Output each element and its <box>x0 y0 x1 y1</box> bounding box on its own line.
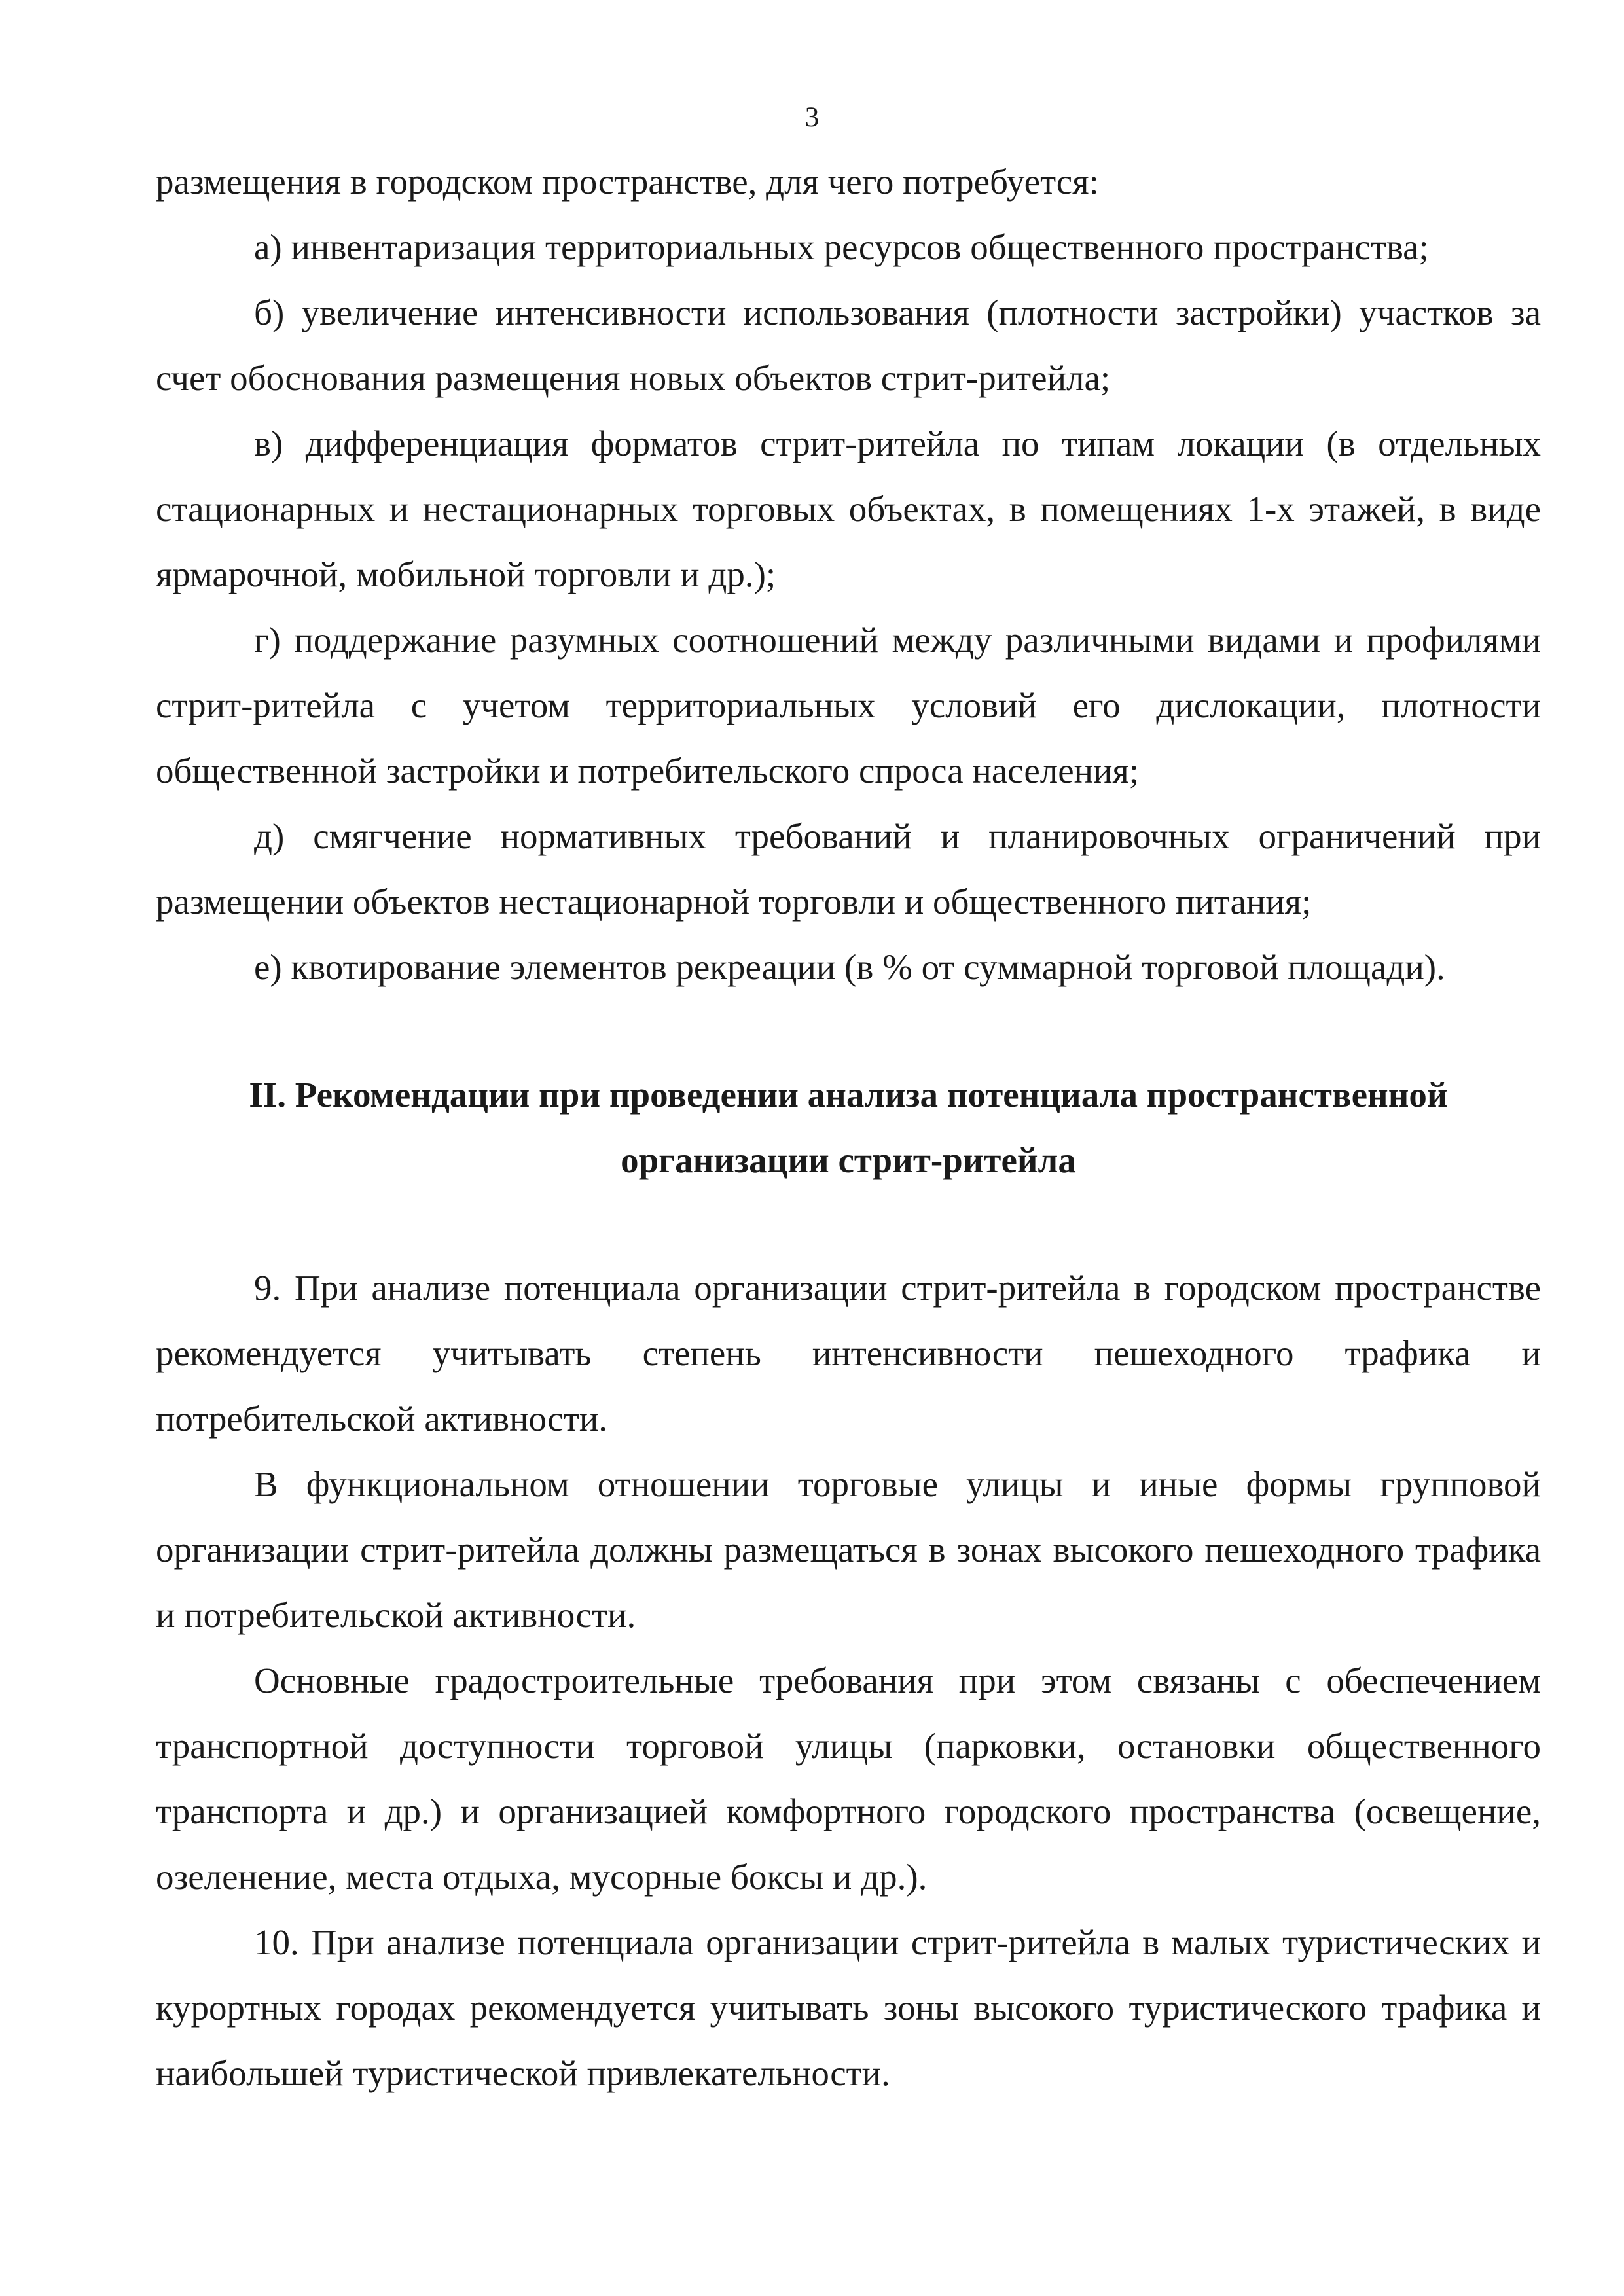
list-item-d: д) смягчение нормативных требований и планировочных ограничений при размещении объектов нестационарной торговли и общественного питания; <box>156 816 1541 922</box>
paragraph-continuation: размещения в городском пространстве, для чего потребуется: <box>156 162 1099 202</box>
paragraph-requirements: Основные градостроительные требования при этом связаны с обеспечением транспортной доступности торговой улицы (парковки, остановки общественного транспорта и др.) и организацией комфортного городского пространства (освещение, озеленение, места отдыха, мусорные боксы и др.). <box>156 1660 1541 1897</box>
list-item-e: е) квотирование элементов рекреации (в % от суммарной торговой площади). <box>254 947 1445 987</box>
paragraph-9: 9. При анализе потенциала организации стрит-ритейла в городском пространстве рекомендуется учитывать степень интенсивности пешеходного трафика и потребительской активности. <box>156 1268 1541 1439</box>
page-body <box>156 149 1541 2106</box>
paragraph-10: 10. При анализе потенциала организации стрит-ритейла в малых туристических и курортных городах рекомендуется учитывать зоны высокого туристического трафика и наибольшей туристической привлекательности. <box>156 1922 1541 2093</box>
list-item-b: б) увеличение интенсивности использования (плотности застройки) участков за счет обоснования размещения новых объектов стрит-ритейла; <box>156 293 1541 398</box>
page-number: 3 <box>804 102 820 133</box>
paragraph-functional: В функциональном отношении торговые улицы и иные формы групповой организации стрит-ритейла должны размещаться в зонах высокого пешеходного трафика и потребительской активности. <box>156 1464 1541 1635</box>
list-item-g: г) поддержание разумных соотношений между различными видами и профилями стрит-ритейла с учетом территориальных условий его дислокации, плотности общественной застройки и потребительского спроса населения; <box>156 620 1541 791</box>
section-heading-line-2: организации стрит-ритейла <box>621 1140 1076 1180</box>
section-heading-line-1: II. Рекомендации при проведении анализа потенциала пространственной <box>249 1075 1448 1115</box>
section-heading <box>156 1062 1541 1193</box>
list-item-v: в) дифференциация форматов стрит-ритейла по типам локации (в отдельных стационарных и нестационарных торговых объектах, в помещениях 1-х этажей, в виде ярмарочной, мобильной торговли и др.); <box>156 423 1541 594</box>
list-item-a: а) инвентаризация территориальных ресурсов общественного пространства; <box>254 227 1429 267</box>
